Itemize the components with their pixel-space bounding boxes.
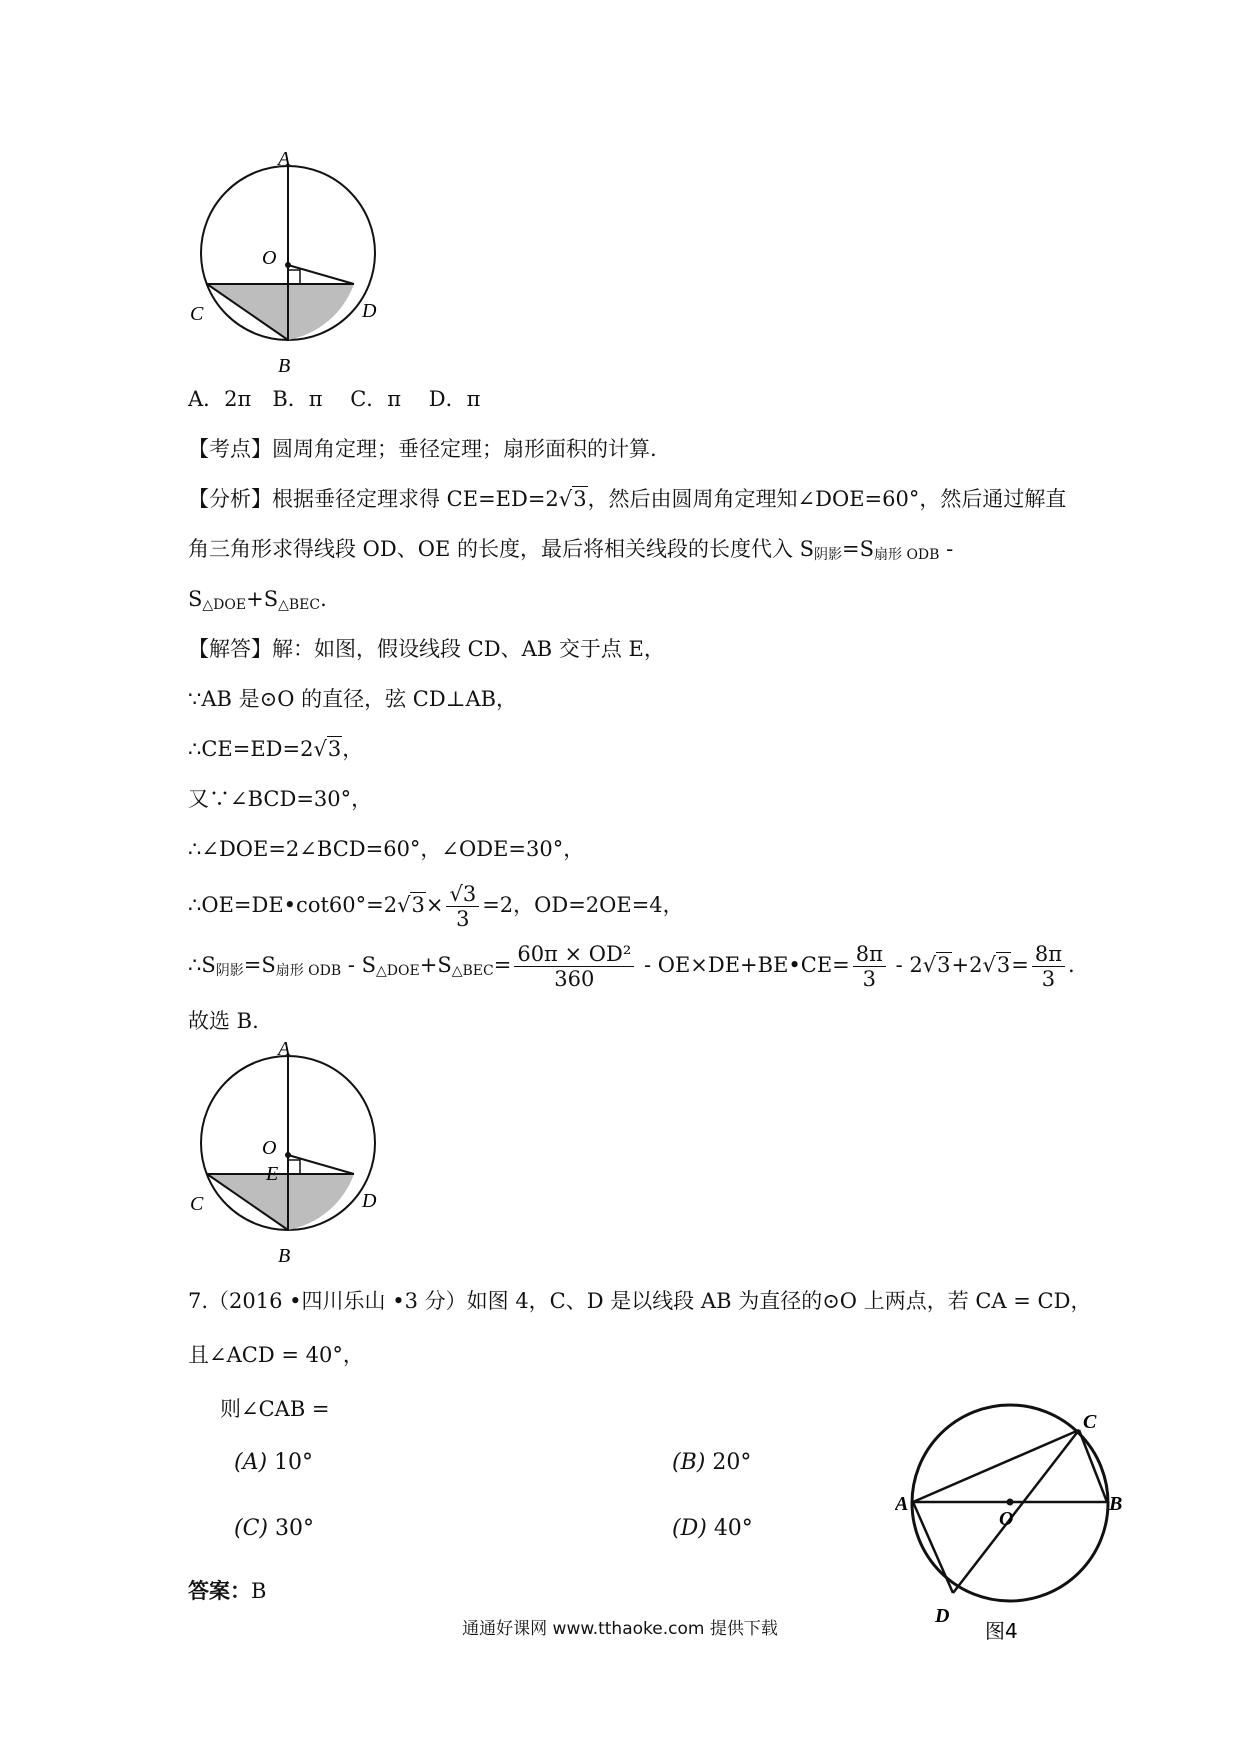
- step-7: 故选 B.: [188, 1009, 259, 1033]
- subscript: 阴影: [814, 547, 843, 563]
- subscript: 扇形 ODB: [874, 547, 940, 563]
- step-text: +S: [419, 953, 452, 977]
- step-text: +2: [951, 953, 983, 977]
- circle-figure-4: [895, 1400, 1135, 1640]
- question-7-line-3: 则∠CAB =: [220, 1397, 330, 1421]
- step-text: =S: [243, 953, 276, 977]
- fenxi-text: S: [188, 587, 203, 611]
- figure-caption: 图4: [985, 1619, 1018, 1640]
- step-text: - OE×DE+BE•CE=: [637, 953, 850, 977]
- label-B: B: [1109, 1493, 1123, 1515]
- option-value: 10°: [274, 1450, 314, 1475]
- fraction: [514, 942, 634, 991]
- step-text: ∴S: [188, 953, 216, 977]
- subscript: 扇形 ODB: [275, 963, 342, 979]
- fenxi-text: ，然后由圆周角定理知∠DOE=60°，然后通过解直: [587, 487, 1067, 511]
- fenxi-text: 根据垂径定理求得 CE=ED=2: [272, 487, 559, 511]
- option-d: [672, 1516, 753, 1541]
- kaodian-label: 【考点】: [188, 437, 272, 461]
- subscript: △BEC: [451, 963, 494, 979]
- option-label: (D): [672, 1516, 707, 1541]
- shaded-region: [207, 1174, 354, 1230]
- label-D: D: [362, 300, 377, 322]
- label-C: C: [1083, 1411, 1097, 1433]
- step-6: $\therefore S_{阴影}=S_{扇形 ODB} - S_{\triangle DOE}+S_{\triangle BEC}=$ $\frac{\text{60π × OD²}}{360}$ - OE×DE+BE•CE= $\frac{8\pi}{3}$ - 2√3+2√3= $\frac{8\pi}{3}$ .: [188, 942, 1075, 991]
- fraction-numerator: 8π: [1032, 942, 1065, 967]
- label-C: C: [190, 1193, 204, 1215]
- fraction-denominator: 3: [1041, 967, 1056, 991]
- fenxi-line-2: [188, 534, 953, 570]
- label-B: B: [278, 1245, 291, 1267]
- step-1: ∵AB 是⊙O 的直径，弦 CD⊥AB，: [188, 687, 518, 711]
- subscript: △DOE: [202, 597, 247, 613]
- answer-options: A．2π B．π C．π D．π: [188, 387, 481, 411]
- step-2: ∴CE=ED=2√3，: [188, 737, 364, 761]
- step-text: ，: [342, 737, 364, 761]
- step-text: =: [1011, 953, 1029, 977]
- step-text: ×: [425, 893, 444, 917]
- step-3: 又∵∠BCD=30°，: [188, 787, 373, 811]
- fraction-numerator: 8π: [853, 942, 886, 967]
- label-D: D: [935, 1605, 950, 1627]
- fraction-numerator: √3: [446, 882, 479, 907]
- jieda-line: [188, 634, 665, 664]
- fraction-denominator: 360: [554, 967, 595, 991]
- question-7-line-1: 7.（2016 •四川乐山 •3 分）如图 4，C、D 是以线段 AB 为直径的⊙O 上两点，若 CA = CD，: [188, 1289, 1092, 1313]
- sqrt-value: 3: [327, 737, 342, 761]
- fenxi-text: +S: [246, 587, 279, 611]
- fraction-denominator: 3: [862, 967, 877, 991]
- sqrt-value: 3: [937, 953, 951, 977]
- option-value: 30°: [275, 1516, 314, 1541]
- label-A: A: [278, 150, 291, 170]
- answer-line: [188, 1576, 266, 1606]
- fenxi-line-1: 【分析】根据垂径定理求得 CE=ED=2√3，然后由圆周角定理知∠DOE=60°，然后通过解直: [188, 487, 1067, 511]
- subscript: 阴影: [215, 963, 244, 979]
- fraction: [853, 942, 886, 991]
- option-label: (A): [234, 1450, 268, 1475]
- step-text: - 2: [888, 953, 923, 977]
- circle-figure-2: [190, 1040, 410, 1270]
- label-B: B: [278, 355, 291, 377]
- sqrt-value: 3: [996, 953, 1011, 977]
- circle-figure-1: [190, 150, 410, 380]
- option-value: 40°: [713, 1516, 753, 1541]
- fraction-denominator: 3: [456, 907, 470, 931]
- kaodian-text: 圆周角定理；垂径定理；扇形面积的计算.: [272, 437, 657, 461]
- fenxi-text: -: [939, 537, 954, 561]
- question-7-line-2: 且∠ACD = 40°，: [188, 1343, 364, 1367]
- step-text: ∴OE=DE•cot60°=2: [188, 893, 398, 917]
- fenxi-line-3: [188, 584, 327, 620]
- sqrt-value: 3: [573, 487, 587, 511]
- option-a: [234, 1450, 313, 1475]
- fraction: [446, 882, 479, 931]
- label-A: A: [278, 1040, 291, 1060]
- fraction-numerator: 60π × OD²: [514, 942, 634, 967]
- step-text: .: [1068, 953, 1075, 977]
- answer-value: B: [251, 1579, 267, 1603]
- page-footer: 通通好课网 www.tthaoke.com 提供下载: [462, 1619, 778, 1639]
- option-label: (B): [672, 1450, 706, 1475]
- fenxi-label: 【分析】: [188, 487, 272, 511]
- kaodian-line: [188, 434, 657, 464]
- step-5: ∴OE=DE•cot60°=2√3× $\frac{√3}{3}$ =2，OD=2OE=4，: [188, 882, 684, 931]
- option-c: [234, 1516, 314, 1541]
- jieda-label: 【解答】: [188, 637, 272, 661]
- step-4: ∴∠DOE=2∠BCD=60°，∠ODE=30°，: [188, 837, 585, 861]
- subscript: △DOE: [376, 963, 420, 979]
- step-text: ∴CE=ED=2: [188, 737, 314, 761]
- fraction: [1032, 942, 1065, 991]
- option-b: [672, 1450, 751, 1475]
- label-E: E: [266, 1163, 279, 1185]
- jieda-text: 解：如图，假设线段 CD、AB 交于点 E，: [272, 637, 665, 661]
- label-C: C: [190, 303, 204, 325]
- subscript: △BEC: [278, 597, 321, 613]
- step-text: - S: [341, 953, 377, 977]
- label-A: A: [895, 1493, 909, 1515]
- label-O: O: [999, 1508, 1014, 1530]
- shaded-region: [207, 284, 354, 340]
- label-D: D: [362, 1190, 377, 1212]
- fenxi-text: =S: [842, 537, 874, 561]
- fenxi-text: .: [320, 587, 327, 611]
- step-text: =2，OD=2OE=4，: [482, 893, 684, 917]
- fenxi-text: 角三角形求得线段 OD、OE 的长度，最后将相关线段的长度代入 S: [188, 537, 815, 561]
- step-text: =: [493, 953, 512, 977]
- option-value: 20°: [712, 1450, 752, 1475]
- label-O: O: [262, 1137, 277, 1159]
- option-label: (C): [234, 1516, 268, 1541]
- sqrt-value: 3: [411, 893, 425, 917]
- label-O: O: [262, 247, 277, 269]
- answer-label: 答案：: [188, 1578, 251, 1603]
